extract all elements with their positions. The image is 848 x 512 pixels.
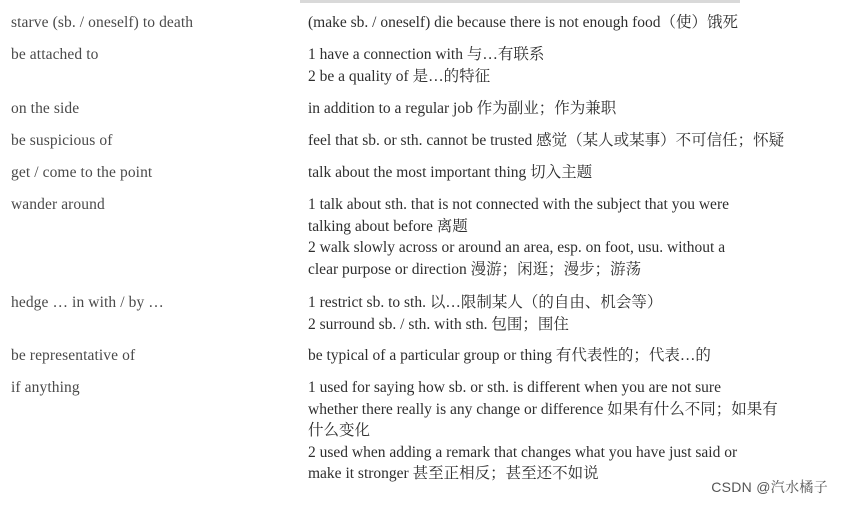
term: on the side (11, 100, 80, 117)
csdn-watermark: CSDN @汽水橘子 (711, 478, 828, 495)
definition (308, 194, 833, 280)
definition (308, 377, 833, 485)
definition-line: clear purpose or direction 漫游；闲逛；漫步；游荡 (308, 260, 642, 278)
definition-line: be typical of a particular group or thing 有代表性的；代表…的 (308, 347, 711, 364)
definition-line: whether there really is any change or difference 如果有什么不同；如果有 (308, 400, 778, 418)
top-divider (300, 0, 740, 3)
term: wander around (11, 196, 105, 213)
definition-line: 2 used when adding a remark that changes what you have just said or (308, 443, 738, 461)
definition-line: 1 restrict sb. to sth. 以…限制某人（的自由、机会等） (308, 294, 663, 311)
definition-line: in addition to a regular job 作为副业；作为兼职 (308, 100, 617, 117)
definition-line: 2 surround sb. / sth. with sth. 包围；围住 (308, 315, 569, 333)
definition-line: 1 have a connection with 与…有联系 (308, 46, 545, 63)
definition-line: feel that sb. or sth. cannot be trusted 感觉（某人或某事）不可信任；怀疑 (308, 132, 785, 149)
term: be attached to (11, 46, 99, 63)
definition-line: 2 walk slowly across or around an area, esp. on foot, usu. without a (308, 239, 726, 256)
definition-line: 1 talk about sth. that is not connected with the subject that you were (308, 196, 729, 213)
definition (308, 98, 833, 120)
term: starve (sb. / oneself) to death (11, 14, 194, 31)
definition-line: (make sb. / oneself) die because there is not enough food（使）饿死 (308, 14, 739, 31)
definition (308, 12, 833, 34)
definition (308, 292, 833, 335)
term: be suspicious of (11, 132, 113, 149)
definition-line: talk about the most important thing 切入主题 (308, 164, 593, 181)
definition-line: 什么变化 (308, 422, 371, 439)
term: get / come to the point (11, 164, 153, 181)
definition (308, 44, 833, 87)
definition (308, 130, 833, 152)
term: if anything (11, 379, 80, 396)
term: hedge … in with / by … (11, 294, 164, 311)
definition-line: 2 be a quality of 是…的特征 (308, 67, 491, 85)
definition (308, 162, 833, 184)
definition-line: make it stronger 甚至正相反；甚至还不如说 (308, 465, 599, 482)
definition (308, 345, 833, 367)
definition-line: talking about before 离题 (308, 217, 468, 235)
term: be representative of (11, 347, 136, 364)
definition-line: 1 used for saying how sb. or sth. is different when you are not sure (308, 379, 721, 396)
